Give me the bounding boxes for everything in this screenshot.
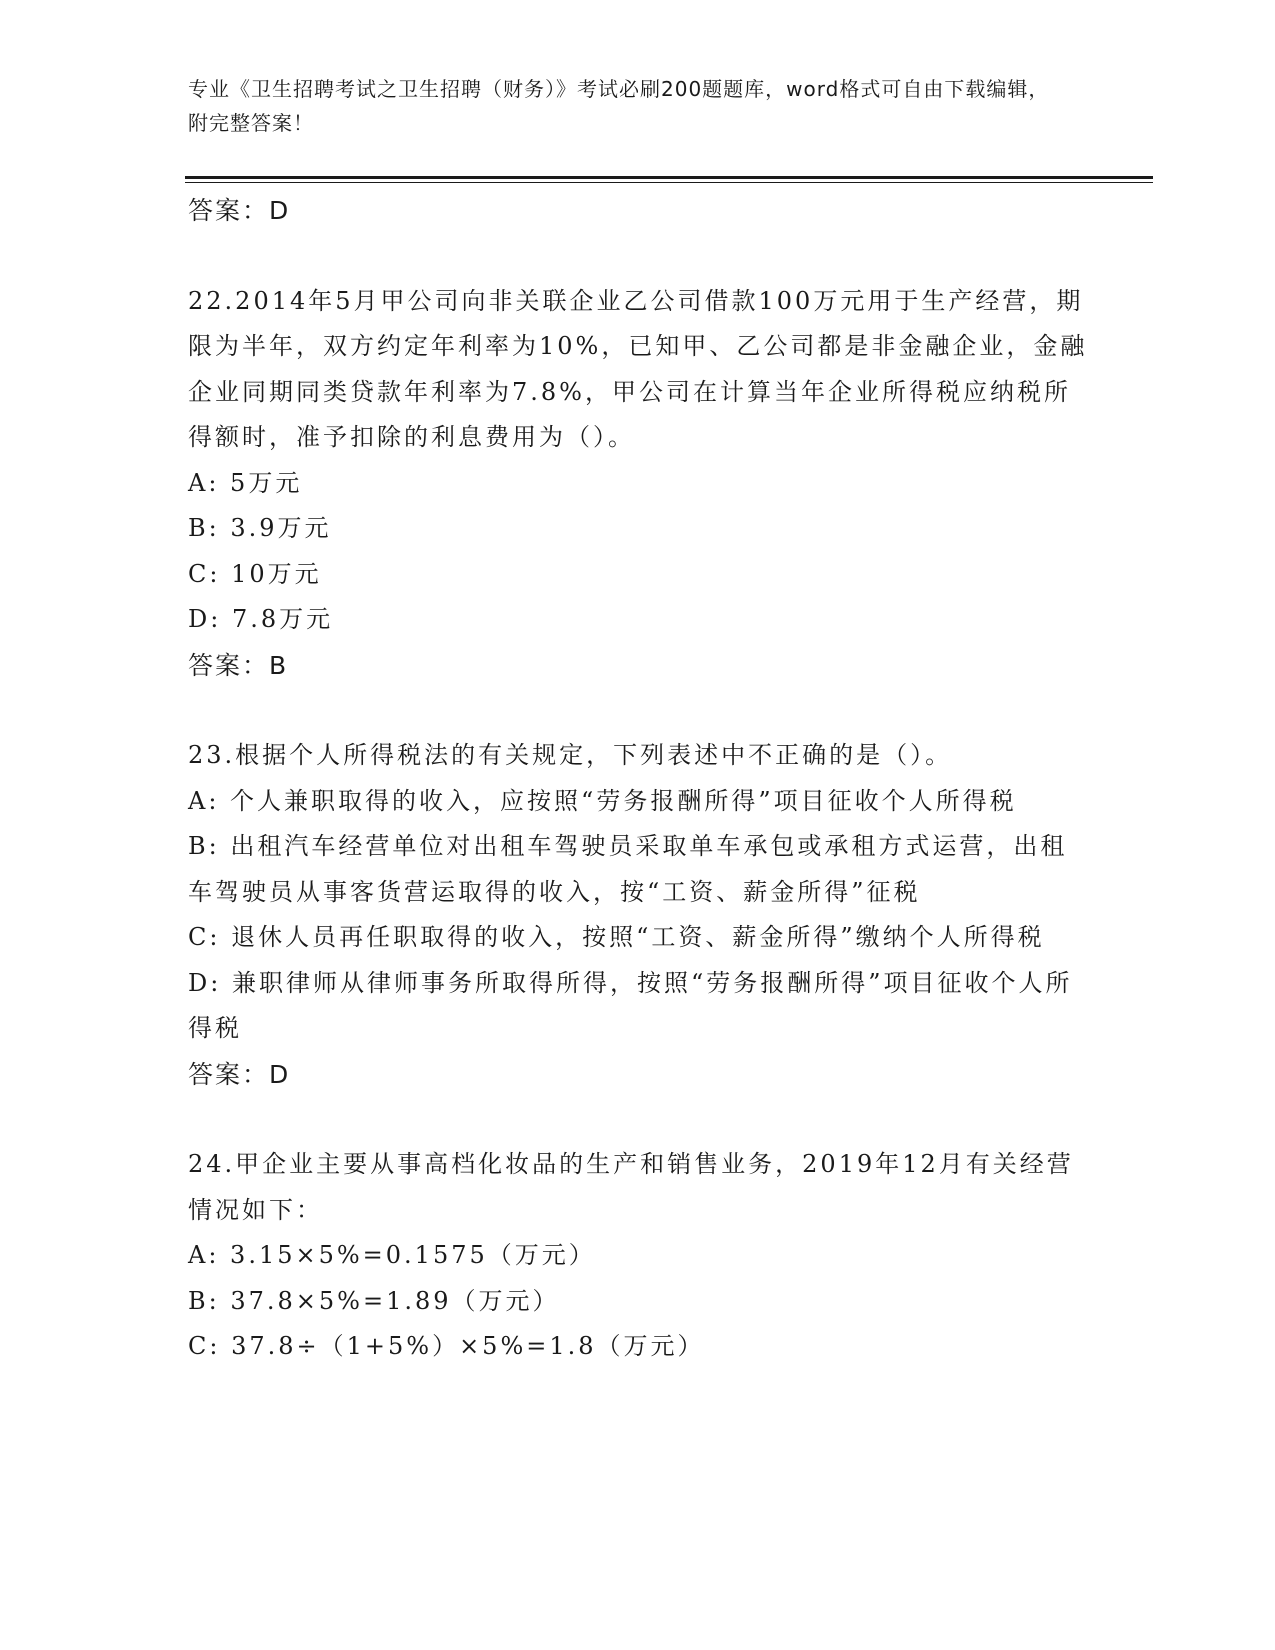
document-body	[188, 188, 1088, 1370]
option-c: C: 37.8÷（1+5%）×5%=1.8（万元）	[188, 1332, 705, 1360]
answer-line: 答案：B	[188, 650, 289, 680]
answer-line: 答案：D	[188, 196, 291, 225]
header-divider-thin	[185, 182, 1153, 183]
document-header: 专业《卫生招聘考试之卫生招聘（财务）》考试必刷200题题库，word格式可自由下载编辑，附完整答案！	[188, 77, 1050, 135]
question-24	[188, 1142, 1088, 1370]
option-a: A: 个人兼职取得的收入，应按照“劳务报酬所得”项目征收个人所得税	[188, 786, 1017, 815]
option-b: B: 3.9万元	[188, 514, 332, 542]
option-c: C: 退休人员再任职取得的收入，按照“工资、薪金所得”缴纳个人所得税	[188, 923, 1045, 951]
question-text: 22.2014年5月甲公司向非关联企业乙公司借款100万元用于生产经营，期限为半年，双方约定年利率为10%，已知甲、乙公司都是非金融企业，金融企业同期同类贷款年利率为7.8%，甲公司在计算当年企业所得税应纳税所得额时，准予扣除的利息费用为（）。	[188, 286, 1088, 451]
question-23	[188, 733, 1088, 1097]
option-b: B: 出租汽车经营单位对出租车驾驶员采取单车承包或承租方式运营，出租车驾驶员从事客货营运取得的收入，按“工资、薪金所得”征税	[188, 832, 1068, 906]
option-c: C: 10万元	[188, 559, 322, 588]
option-a: A: 3.15×5%=0.1575（万元）	[188, 1241, 596, 1269]
question-text: 23.根据个人所得税法的有关规定，下列表述中不正确的是（）。	[188, 741, 953, 769]
header-divider-thick	[185, 176, 1153, 179]
option-d: D: 7.8万元	[188, 605, 334, 633]
question-22	[188, 279, 1088, 689]
option-a: A: 5万元	[188, 468, 303, 497]
option-d: D: 兼职律师从律师事务所取得所得，按照“劳务报酬所得”项目征收个人所得税	[188, 968, 1073, 1042]
option-b: B: 37.8×5%=1.89（万元）	[188, 1286, 560, 1315]
answer-line: 答案：D	[188, 1059, 291, 1089]
question-text: 24.甲企业主要从事高档化妆品的生产和销售业务，2019年12月有关经营情况如下：	[188, 1150, 1074, 1224]
